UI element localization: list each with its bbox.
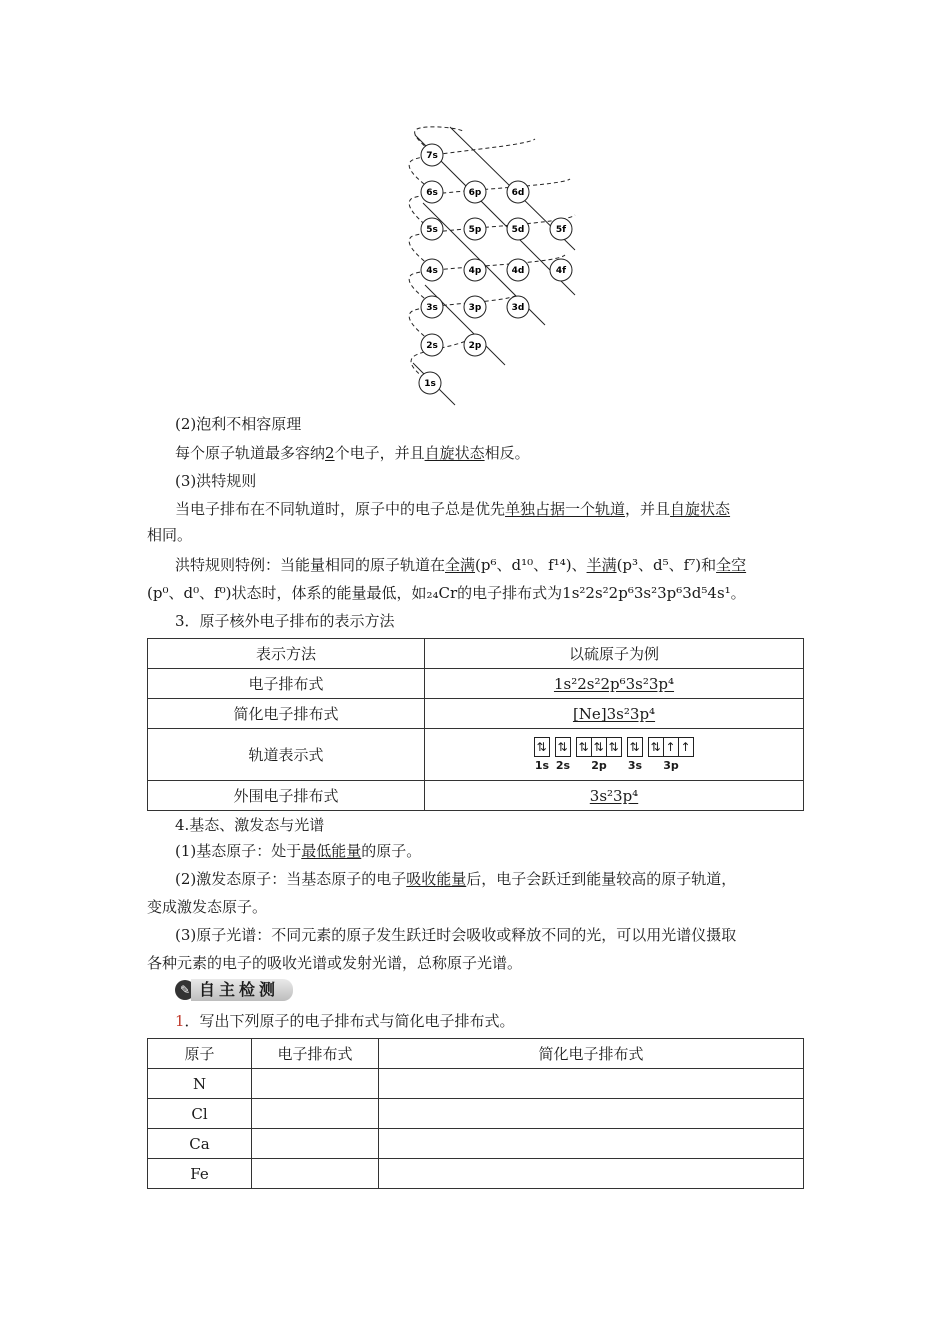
hund-text: 当电子排布在不同轨道时，原子中的电子总是优先单独占据一个轨道，并且自旋状态: [175, 500, 731, 518]
orbital-4s: [421, 259, 443, 281]
orbital-6p: [464, 181, 486, 203]
svg-text:4p: 4p: [468, 266, 482, 276]
orbital-6s: [421, 181, 443, 203]
pauli-heading: (2)泡利不相容原理: [175, 415, 302, 433]
orbital-4f: [550, 259, 572, 281]
svg-text:4d: 4d: [511, 266, 525, 276]
svg-text:2s: 2s: [426, 341, 438, 351]
table-header: 表示方法: [148, 639, 425, 669]
hund-heading: (3)洪特规则: [175, 472, 257, 490]
answer-cell[interactable]: [379, 1159, 804, 1189]
svg-text:4s: 4s: [426, 266, 438, 276]
answer-cell[interactable]: [252, 1159, 379, 1189]
notation-table: [147, 638, 804, 811]
answer-cell[interactable]: [379, 1129, 804, 1159]
section3-heading: 3．原子核外电子排布的表示方法: [175, 612, 395, 630]
pauli-text: 每个原子轨道最多容纳2个电子，并且自旋状态相反。: [175, 444, 530, 462]
orbital-2p: [464, 334, 486, 356]
orbital-7s: [421, 144, 443, 166]
orbital-6d: [507, 181, 529, 203]
section4-p2: (2)激发态原子：当基态原子的电子吸收能量后，电子会跃迁到能量较高的原子轨道，: [175, 870, 737, 888]
orbital-5p: [464, 218, 486, 240]
orbital-1s: [419, 372, 441, 394]
section4-p3: (3)原子光谱：不同元素的原子发生跃迁时会吸收或释放不同的光，可以用光谱仪摄取: [175, 926, 737, 944]
table-row: 简化电子排布式 [Ne]3s²3p⁴: [148, 699, 804, 729]
orbital-5f: [550, 218, 572, 240]
svg-text:3s: 3s: [426, 303, 438, 313]
table-header: 电子排布式: [252, 1039, 379, 1069]
hund-text-end: 相同。: [147, 526, 193, 544]
table-row: Fe: [148, 1159, 804, 1189]
svg-text:5f: 5f: [555, 225, 567, 235]
exercise-table: [147, 1038, 804, 1189]
svg-text:6p: 6p: [468, 188, 482, 198]
svg-text:7s: 7s: [426, 151, 438, 161]
svg-text:6d: 6d: [511, 188, 525, 198]
orbital-3d: [507, 296, 529, 318]
section4-p1: (1)基态原子：处于最低能量的原子。: [175, 842, 422, 860]
hund-special-line2: (p⁰、d⁰、f⁰)状态时，体系的能量最低，如₂₄Cr的电子排布式为1s²2s²2p⁶3s²3p⁶3d⁵4s¹。: [147, 584, 746, 602]
section4-p2-line2: 变成激发态原子。: [147, 898, 268, 916]
orbital-4p: [464, 259, 486, 281]
hund-special: 洪特规则特例：当能量相同的原子轨道在全满(p⁶、d¹⁰、f¹⁴)、半满(p³、d⁵、f⁷)和全空: [175, 556, 747, 574]
answer-cell[interactable]: [379, 1099, 804, 1129]
svg-text:3p: 3p: [468, 303, 482, 313]
answer-cell[interactable]: [379, 1069, 804, 1099]
orbital-diagram: ⇅ 1s ⇅ 2s ⇅ ⇅ ⇅ 2p ⇅ 3s ⇅ ↑ ↑ 3p: [425, 729, 804, 781]
svg-text:1s: 1s: [424, 379, 436, 389]
table-row: Cl: [148, 1099, 804, 1129]
table-header: 简化电子排布式: [379, 1039, 804, 1069]
table-row: 轨道表示式 ⇅ 1s ⇅ 2s ⇅ ⇅ ⇅ 2p ⇅ 3s ⇅ ↑ ↑ 3p: [148, 729, 804, 781]
orbital-3p: [464, 296, 486, 318]
question-1: 1．写出下列原子的电子排布式与简化电子排布式。: [175, 1012, 515, 1030]
table-header: 原子: [148, 1039, 252, 1069]
orbital-2s: [421, 334, 443, 356]
svg-text:4f: 4f: [555, 266, 567, 276]
table-row: Ca: [148, 1129, 804, 1159]
answer-cell[interactable]: [252, 1099, 379, 1129]
svg-text:6s: 6s: [426, 188, 438, 198]
table-row: N: [148, 1069, 804, 1099]
orbital-3s: [421, 296, 443, 318]
orbital-5s: [421, 218, 443, 240]
self-check-badge: ✎ 自主检测: [175, 978, 293, 1002]
pencil-icon: ✎: [175, 980, 195, 1000]
aufbau-diagram: [395, 125, 595, 410]
svg-text:2p: 2p: [468, 341, 482, 351]
svg-text:5s: 5s: [426, 225, 438, 235]
svg-text:5p: 5p: [468, 225, 482, 235]
answer-cell[interactable]: [252, 1069, 379, 1099]
table-row: 外围电子排布式 3s²3p⁴: [148, 781, 804, 811]
svg-text:3d: 3d: [511, 303, 525, 313]
orbital-4d: [507, 259, 529, 281]
orbital-5d: [507, 218, 529, 240]
section4-heading: 4.基态、激发态与光谱: [175, 816, 325, 834]
svg-text:5d: 5d: [511, 225, 525, 235]
section4-p3-line2: 各种元素的电子的吸收光谱或发射光谱，总称原子光谱。: [147, 954, 523, 972]
table-header: 以硫原子为例: [425, 639, 804, 669]
answer-cell[interactable]: [252, 1129, 379, 1159]
table-row: 电子排布式 1s²2s²2p⁶3s²3p⁴: [148, 669, 804, 699]
